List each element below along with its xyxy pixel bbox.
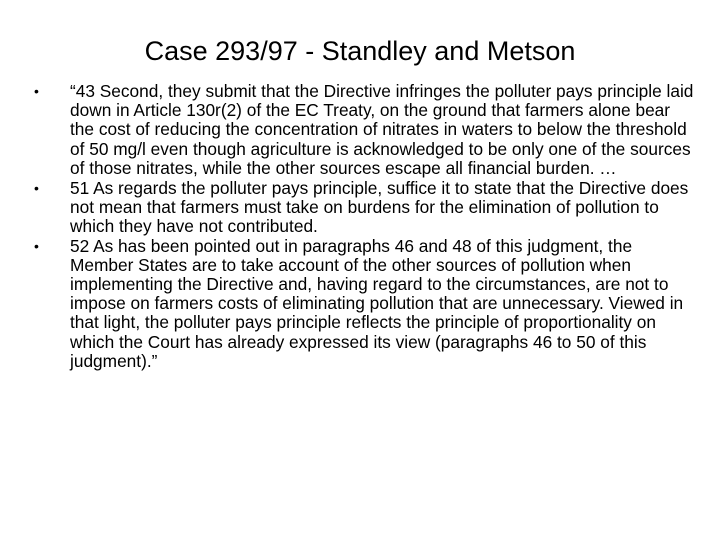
- bullet-text: 51 As regards the polluter pays principle, suffice it to state that the Directive does not mean that farmers must take on burdens for the elimination of pollution to which they have not contributed.: [70, 177, 689, 236]
- slide-title: Case 293/97 - Standley and Metson: [144, 36, 576, 66]
- bullet-item: [34, 82, 694, 178]
- bullet-item: [34, 179, 694, 237]
- bullet-marker: •: [34, 179, 39, 196]
- bullet-marker: •: [34, 237, 39, 254]
- bullet-item: [34, 237, 694, 371]
- bullet-text: 52 As has been pointed out in paragraphs 46 and 48 of this judgment, the Member States are to take account of the other sources of pollution when implementing the Directive and, having regard to the circumstances, are not to impose on farmers costs of eliminating pollution that are unnecessary. Viewed in that light, the polluter pays principle reflects the principle of proportionality on which the Court has already expressed its view (paragraphs 46 to 50 of this judgment).”: [70, 235, 684, 371]
- bullet-marker: •: [34, 83, 39, 99]
- bullet-text: “43 Second, they submit that the Directive infringes the polluter pays principle laid down in Article 130r(2) of the EC Treaty, on the ground that farmers alone bear the cost of reducing the concentration of nitrates in waters to below the threshold of 50 mg/l even though agriculture is acknowledged to be only one of the sources of those nitrates, while the other sources escape all financial burden. …: [70, 81, 694, 178]
- bullet-list: [34, 82, 694, 372]
